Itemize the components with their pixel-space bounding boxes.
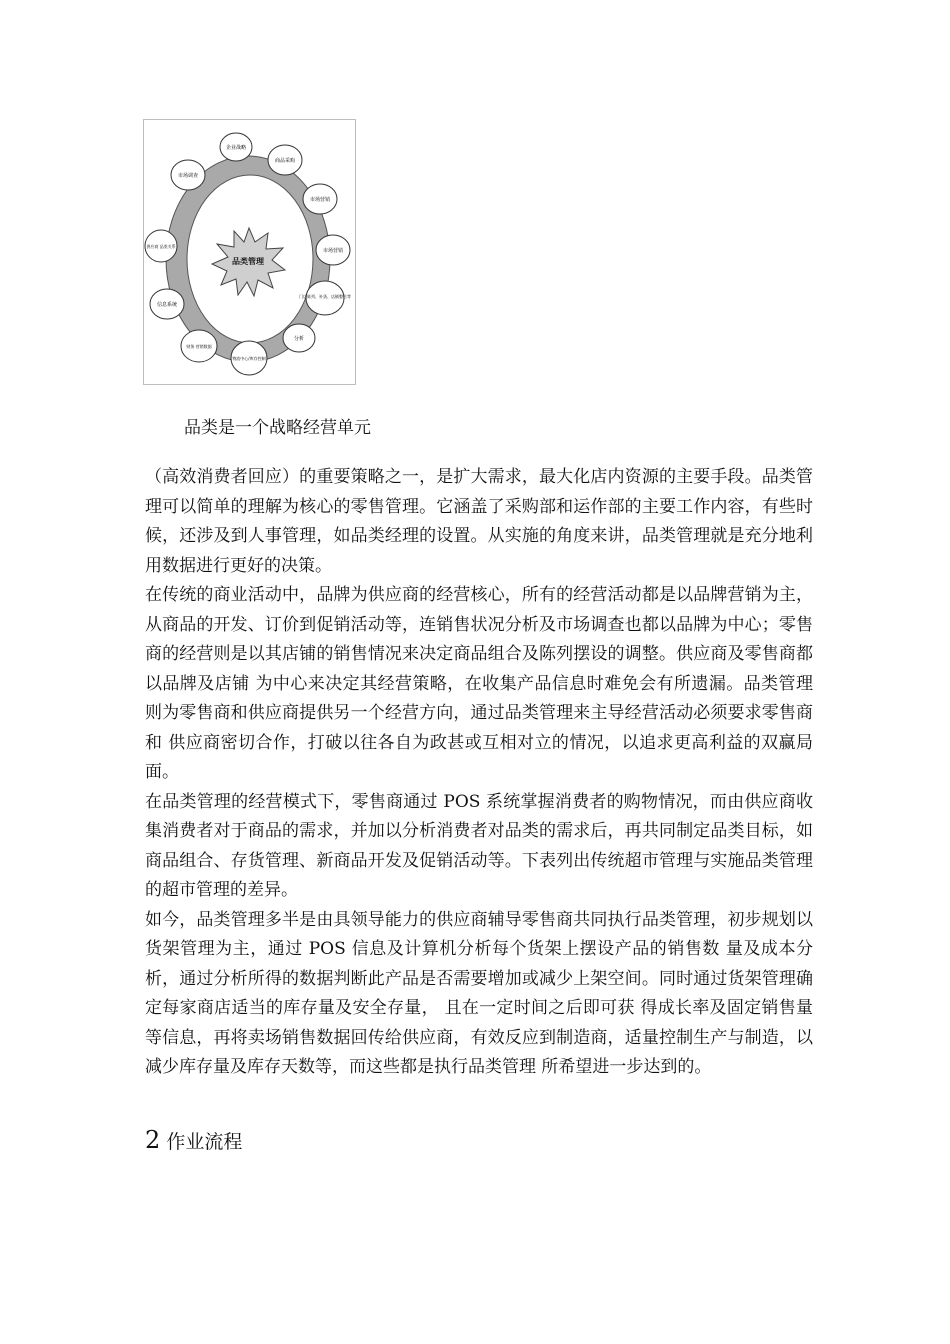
figure-caption: 品类是一个战略经营单元: [184, 418, 371, 438]
paragraph-4: 如今，品类管理多半是由具领导能力的供应商辅导零售商共同执行品类管理，初步规划以货架管理为主，通过 POS 信息及计算机分析每个货架上摆设产品的销售数 量及成本分析，通过分析所得的数据判断此产品是否需要增加或减少上架空间。同时通过货架管理确定每家商店适当的库存量及安全存量， 且在一定时间之后即可获 得成长率及固定销售量等信息，再将卖场销售数据回传给供应商，有效反应到制造商，适量控制生产与制造，以减少库存量及库存天数等，而这些都是执行品类管理 所希望进一步达到的。: [145, 909, 813, 1077]
node-8-label: 财务 营销数据: [186, 344, 212, 349]
node-7-label: 物流中心/库存控制: [232, 356, 266, 361]
node-10: [145, 230, 177, 262]
node-1-label: 企业战略: [225, 145, 247, 151]
node-11: [171, 160, 205, 190]
center-label: 品类管理: [232, 257, 264, 266]
paragraph-1: （高效消费者回应）的重要策略之一，是扩大需求，最大化店内资源的主要手段。品类管理可以简单的理解为核心的零售管理。它涵盖了采购部和运作部的主要工作内容，有些时候，还涉及到人事管理，如品类经理的设置。从实施的角度来讲，品类管理就是充分地利用数据进行更好的决策。: [145, 467, 813, 576]
node-5-label: 门店陈列、补货、店铺整合等: [299, 294, 351, 299]
node-6-label: 分析: [293, 336, 305, 342]
node-8: [181, 330, 217, 362]
node-4: [316, 235, 350, 265]
section-title: 作业流程: [166, 1131, 243, 1153]
node-3-label: 市场营销: [309, 197, 331, 203]
svg-text:门店陈列、补货、店铺整合等: [299, 293, 351, 299]
body-text: [145, 463, 813, 1083]
category-management-diagram: [143, 119, 356, 385]
section-number: 2: [145, 1126, 161, 1154]
node-11-label: 市场调查: [177, 173, 199, 179]
node-7: [231, 341, 267, 375]
section-heading: [145, 1125, 242, 1157]
paragraph-3: 在品类管理的经营模式下，零售商通过 POS 系统掌握消费者的购物情况，而由供应商收集消费者对于商品的需求，并加以分析消费者对品类的需求后，再共同制定品类目标，如商品组合、存货管理、新商品开发及促销活动等。下表列出传统超市管理与实施品类管理的超市管理的差异。: [145, 791, 813, 900]
node-9-label: 信息系统: [156, 302, 178, 308]
node-1: [220, 133, 252, 161]
node-6: [283, 324, 315, 352]
node-2: [268, 145, 302, 175]
node-4-label: 市场营销: [322, 248, 344, 254]
node-10-label: 供应商 品类关系: [146, 244, 176, 249]
diagram-svg: [144, 120, 355, 384]
node-2-label: 商品采购: [274, 158, 296, 164]
node-9: [150, 289, 184, 319]
paragraph-2: 在传统的商业活动中，品牌为供应商的经营核心，所有的经营活动都是以品牌营销为主，从商品的开发、订价到促销活动等，连销售状况分析及市场调查也都以品牌为中心；零售商的经营则是以其店铺的销售情况来决定商品组合及陈列摆设的调整。供应商及零售商都以品牌及店铺 为中心来决定其经营策略，在收集产品信息时难免会有所遗漏。品类管理则为零售商和供应商提供另一个经营方向，通过品类管理来主导经营活动必须要求零售商和 供应商密切合作，打破以往各自为政甚或互相对立的情况，以追求更高利益的双赢局面。: [145, 585, 813, 782]
node-3: [303, 184, 337, 214]
